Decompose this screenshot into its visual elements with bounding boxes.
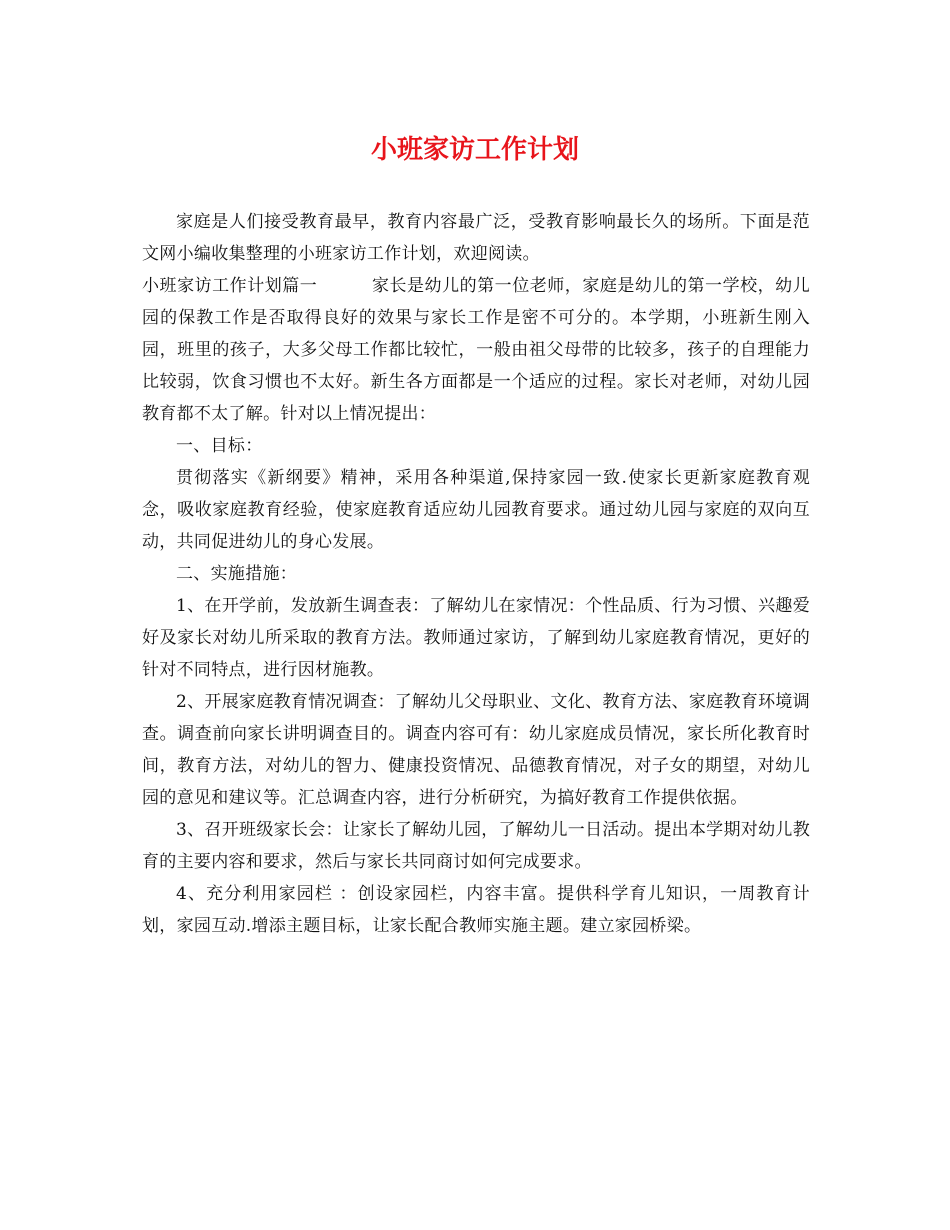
section-label: 小班家访工作计划篇一: [142, 276, 318, 296]
document-body: [142, 206, 810, 942]
document-title: 小班家访工作计划: [370, 135, 579, 165]
measures-heading: 二、实施措施：: [176, 564, 298, 584]
section-paragraph: [142, 270, 810, 430]
measure-3-paragraph: 3、召开班级家长会：让家长了解幼儿园，了解幼儿一日活动。提出本学期对幼儿教育的主要内容和要求，然后与家长共同商讨如何完成要求。: [142, 820, 810, 872]
measure-2-paragraph: 2、开展家庭教育情况调查：了解幼儿父母职业、文化、教育方法、家庭教育环境调查。调查前向家长讲明调查目的。调查内容可有：幼儿家庭成员情况，家长所化教育时间，教育方法，对幼儿的智力、健康投资情况、品德教育情况，对子女的期望，对幼儿园的意见和建议等。汇总调查内容，进行分析研究，为搞好教育工作提供依据。: [142, 692, 810, 808]
measure-1-paragraph: 1、在开学前，发放新生调查表：了解幼儿在家情况：个性品质、行为习惯、兴趣爱好及家长对幼儿所采取的教育方法。教师通过家访，了解到幼儿家庭教育情况，更好的针对不同特点，进行因材施教。: [142, 596, 810, 680]
intro-paragraph: 家庭是人们接受教育最早，教育内容最广泛，受教育影响最长久的场所。下面是范文网小编收集整理的小班家访工作计划，欢迎阅读。: [142, 212, 810, 264]
measure-4-paragraph: 4、充分利用家园栏 ：创设家园栏，内容丰富。提供科学育儿知识，一周教育计划，家园互动.增添主题目标，让家长配合教师实施主题。建立家园桥梁。: [142, 884, 810, 936]
goal-paragraph: 贯彻落实《新纲要》精神，采用各种渠道,保持家园一致.使家长更新家庭教育观念，吸收家庭教育经验，使家庭教育适应幼儿园教育要求。通过幼儿园与家庭的双向互动，共同促进幼儿的身心发展。: [142, 468, 810, 552]
section-text: 家长是幼儿的第一位老师，家庭是幼儿的第一学校，幼儿园的保教工作是否取得良好的效果与家长工作是密不可分的。本学期，小班新生刚入园，班里的孩子，大多父母工作都比较忙，一般由祖父母带的比较多，孩子的自理能力比较弱，饮食习惯也不太好。新生各方面都是一个适应的过程。家长对老师，对幼儿园教育都不太了解。针对以上情况提出：: [142, 276, 811, 424]
goal-heading: 一、目标：: [176, 436, 263, 456]
